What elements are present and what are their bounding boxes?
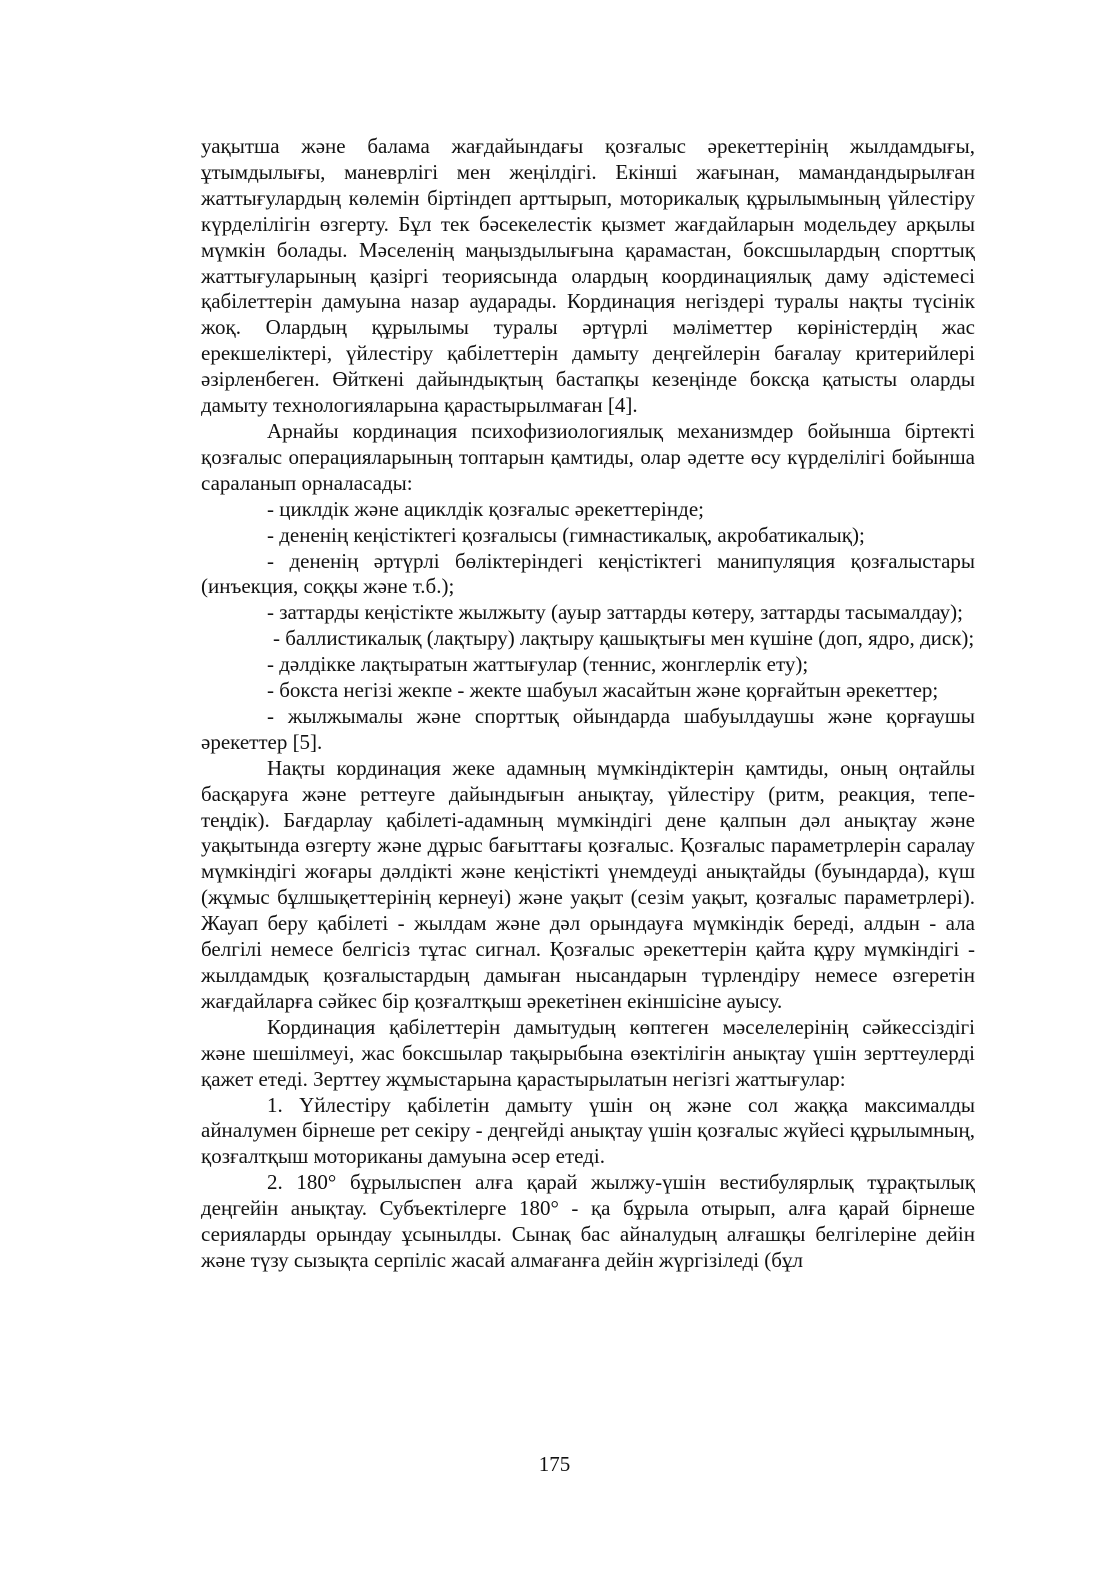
paragraph-specific-coordination: Нақты кординация жеке адамның мүмкіндіктерін қамтиды, оның оңтайлы басқаруға және реттеуге дайындығын анықтау, үйлестіру (ритм, реакция, тепе-теңдік). Бағдарлау қабілеті-адамның мүмкіндігі дене қалпын дәл анықтау және уақытында өзгерту және дұрыс бағыттағы қозғалыс. Қозғалыс параметрлерін саралау мүмкіндігі жоғары дәлдікті және кеңістікті үнемдеуді анықтайды (буындарда), күш (жұмыс бұлшықеттерінің кернеуі) және уақыт (сезім уақыт, қозғалыс параметрлері). Жауап беру қабілеті - жылдам және дәл орындауға мүмкіндік береді, алдын - ала белгілі немесе белгісіз тұтас сигнал. Қозғалыс әрекеттерін қайта құру мүмкіндігі - жылдамдық қозғалыстардың дамыған нысандарын түрлендіру немесе өзгеретін жағдайларға сәйкес бір қозғалтқыш әрекетінен екіншісіне ауысу. <box>201 755 975 1013</box>
list-item-boxing: - бокста негізі жекпе - жекте шабуыл жасайтын және қорғайтын әрекеттер; <box>267 678 939 703</box>
paragraph-research-need: Кординация қабілеттерін дамытудың көптеген мәселелерінің сәйкессіздігі және шешілмеуі, жас боксшылар тақырыбына өзектілігін анықтау үшін зерттеулерді қажет етеді. Зерттеу жұмыстарына қарастырылатын негізгі жаттығулар: <box>201 1014 975 1091</box>
body-text <box>201 134 975 1274</box>
paragraph-special-coordination: Арнайы кординация психофизиологиялық механизмдер бойынша біртекті қозғалыс операцияларының топтарын қамтиды, олар әдетте өсу күрделілігі бойынша сараланып орналасады: <box>201 418 975 495</box>
list-item-ballistic: - баллистикалық (лақтыру) лақтыру қашықтығы мен күшіне (доп, ядро, диск); <box>273 626 975 651</box>
paragraph-exercise-1: 1. Үйлестіру қабілетін дамыту үшін оң және сол жаққа максималды айналумен бірнеше рет секіру - деңгейді анықтау үшін қозғалыс жүйесі құрылымның, қозғалтқыш моториканы дамуына әсер етеді. <box>201 1092 975 1169</box>
list-item-manipulation: - дененің әртүрлі бөліктеріндегі кеңістіктегі манипуляция қозғалыстары (инъекция, соққы және т.б.); <box>201 548 975 599</box>
list-item-body-movement: - дененің кеңістіктегі қозғалысы (гимнастикалық, акробатикалық); <box>267 522 865 547</box>
paragraph-exercise-2: 2. 180° бұрылыспен алға қарай жылжу-үшін вестибулярлық тұрақтылық деңгейін анықтау. Субъектілерге 180° - қа бұрыла отырып, алға қарай бірнеше серияларды орындау ұсынылды. Сынақ бас айналудың алғашқы белгілеріне дейін және түзу сызықта серпіліс жасай алмағанға дейін жүргізіледі (бұл <box>201 1170 975 1272</box>
paragraph-continuation: уақытша және балама жағдайындағы қозғалыс әрекеттерінің жылдамдығы, ұтымдылығы, маневрлігі мен жеңілдігі. Екінші жағынан, мамандандырылған жаттығулардың көлемін біртіндеп арттырып, моторикалық құрылымының үйлестіру күрделілігін өзгерту. Бұл тек бәсекелестік қызмет жағдайларын модельдеу арқылы мүмкін болады. Мәселенің маңыздылығына қарамастан, боксшылардың спорттық жаттығуларының қазіргі теориясында олардың координациялық даму әдістемесі қабілеттерін дамуына назар аударады. Кординация негіздері туралы нақты түсінік жоқ. Олардың құрылымы туралы әртүрлі мәліметтер көріністердің жас ерекшеліктері, үйлестіру қабілеттерін дамыту деңгейлерін бағалау критерийлері әзірленбеген. Өйткені дайындықтың бастапқы кезеңінде боксқа қатысты оларды дамыту технологияларына қарастырылмаған [4]. <box>201 134 975 418</box>
list-item-precision-throwing: - дәлдікке лақтыратын жаттығулар (теннис, жонглерлік ету); <box>267 652 809 677</box>
page-number: 175 <box>538 1452 571 1476</box>
list-item-moving-objects: - заттарды кеңістікте жылжыту (ауыр заттарды көтеру, заттарды тасымалдау); <box>267 600 964 625</box>
list-item-games: - жылжымалы және спорттық ойындарда шабуылдаушы және қорғаушы әрекеттер [5]. <box>201 703 975 754</box>
list-item-cyclic: - циклдік және ациклдік қозғалыс әрекеттерінде; <box>267 496 704 521</box>
